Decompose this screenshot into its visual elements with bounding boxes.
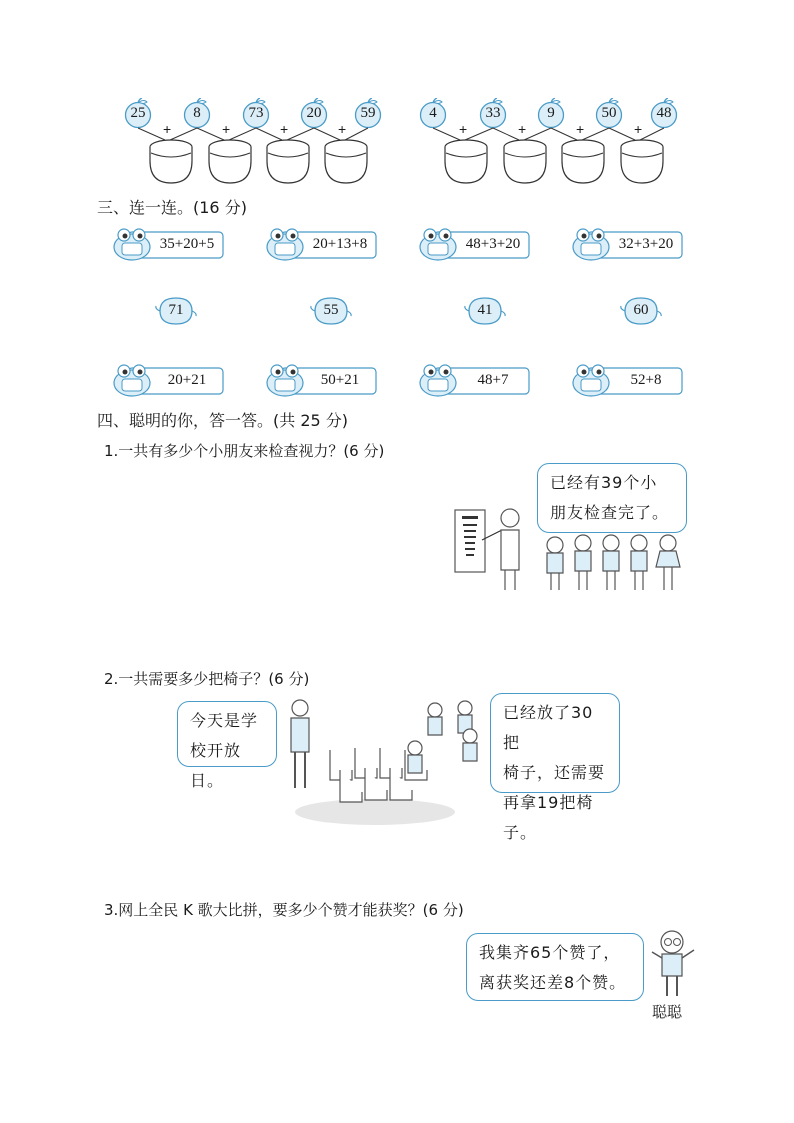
question-2: 2.一共需要多少把椅子？(6 分) — [104, 670, 310, 688]
plus-sign: + — [576, 121, 585, 137]
frog-expression-card[interactable] — [418, 364, 530, 398]
speech-line: 校开放日。 — [190, 741, 242, 790]
answer-basket[interactable] — [617, 138, 667, 186]
frog-expression-card[interactable] — [418, 228, 530, 262]
apple — [418, 98, 448, 128]
question-3: 3.网上全民 K 歌大比拼，要多少个赞才能获奖？(6 分) — [104, 901, 464, 919]
apple — [649, 98, 679, 128]
section-3-title: 三、连一连。(16 分) — [97, 198, 247, 217]
plus-sign: + — [634, 121, 643, 137]
answer-basket[interactable] — [146, 138, 196, 186]
number-bubble[interactable] — [154, 296, 198, 326]
apple-number: 25 — [130, 105, 146, 121]
apple-number: 59 — [360, 105, 376, 121]
frog-expression-card[interactable] — [571, 228, 683, 262]
apple — [123, 98, 153, 128]
answer-basket[interactable] — [500, 138, 550, 186]
frog-expression-card[interactable] — [571, 364, 683, 398]
answer-basket[interactable] — [205, 138, 255, 186]
number-bubble[interactable] — [463, 296, 507, 326]
speech-bubble-q2-right — [490, 693, 620, 842]
frog-expression-card[interactable] — [265, 364, 377, 398]
section-4-title: 四、聪明的你，答一答。(共 25 分) — [97, 411, 349, 430]
apple-number: 20 — [306, 105, 322, 121]
expression-text: 20+21 — [167, 372, 207, 388]
number-text: 55 — [323, 302, 339, 318]
number-text: 41 — [477, 302, 493, 318]
apple-number: 4 — [429, 105, 437, 121]
apple-number: 8 — [193, 105, 201, 121]
expression-text: 48+7 — [477, 372, 509, 388]
apple — [299, 98, 329, 128]
answer-basket[interactable] — [441, 138, 491, 186]
plus-sign: + — [518, 121, 527, 137]
character-name: 聪聪 — [652, 1003, 683, 1021]
speech-line: 已经有39个小 — [550, 473, 658, 492]
apple — [182, 98, 212, 128]
question-1: 1.一共有多少个小朋友来检查视力？(6 分) — [104, 442, 385, 460]
answer-basket[interactable] — [263, 138, 313, 186]
speech-bubble-q2-left — [177, 701, 277, 790]
speech-bubble-q3 — [466, 933, 644, 1001]
expression-text: 35+20+5 — [159, 236, 215, 252]
expression-text: 52+8 — [630, 372, 662, 388]
chairs-illustration — [280, 690, 490, 830]
number-bubble[interactable] — [619, 296, 663, 326]
frog-expression-card[interactable] — [265, 228, 377, 262]
apple-number: 50 — [601, 105, 617, 121]
apple-number: 48 — [656, 105, 672, 121]
expression-text: 48+3+20 — [465, 236, 521, 252]
apple-number: 33 — [485, 105, 501, 121]
apple — [478, 98, 508, 128]
speech-line: 离获奖还差8个赞。 — [479, 973, 627, 992]
speech-line: 今天是学 — [190, 711, 259, 730]
speech-line: 朋友检查完了。 — [550, 503, 670, 522]
expression-text: 20+13+8 — [312, 236, 368, 252]
speech-line: 已经放了30把 — [503, 703, 594, 752]
speech-line: 再拿19把椅子。 — [503, 793, 594, 842]
apple — [594, 98, 624, 128]
apple — [353, 98, 383, 128]
frog-expression-card[interactable] — [112, 228, 224, 262]
expression-text: 32+3+20 — [618, 236, 674, 252]
eye-exam-illustration — [450, 500, 700, 600]
expression-text: 50+21 — [320, 372, 360, 388]
apple — [241, 98, 271, 128]
boy-congcong-illustration — [650, 928, 700, 1000]
plus-sign: + — [338, 121, 347, 137]
plus-sign: + — [280, 121, 289, 137]
number-text: 71 — [168, 302, 184, 318]
plus-sign: + — [222, 121, 231, 137]
apple-number: 73 — [248, 105, 264, 121]
frog-expression-card[interactable] — [112, 364, 224, 398]
apple-number: 9 — [547, 105, 555, 121]
speech-line: 我集齐65个赞了， — [479, 943, 621, 962]
plus-sign: + — [163, 121, 172, 137]
plus-sign: + — [459, 121, 468, 137]
speech-line: 椅子，还需要 — [503, 763, 606, 782]
answer-basket[interactable] — [321, 138, 371, 186]
answer-basket[interactable] — [558, 138, 608, 186]
number-text: 60 — [633, 302, 649, 318]
number-bubble[interactable] — [309, 296, 353, 326]
apple — [536, 98, 566, 128]
